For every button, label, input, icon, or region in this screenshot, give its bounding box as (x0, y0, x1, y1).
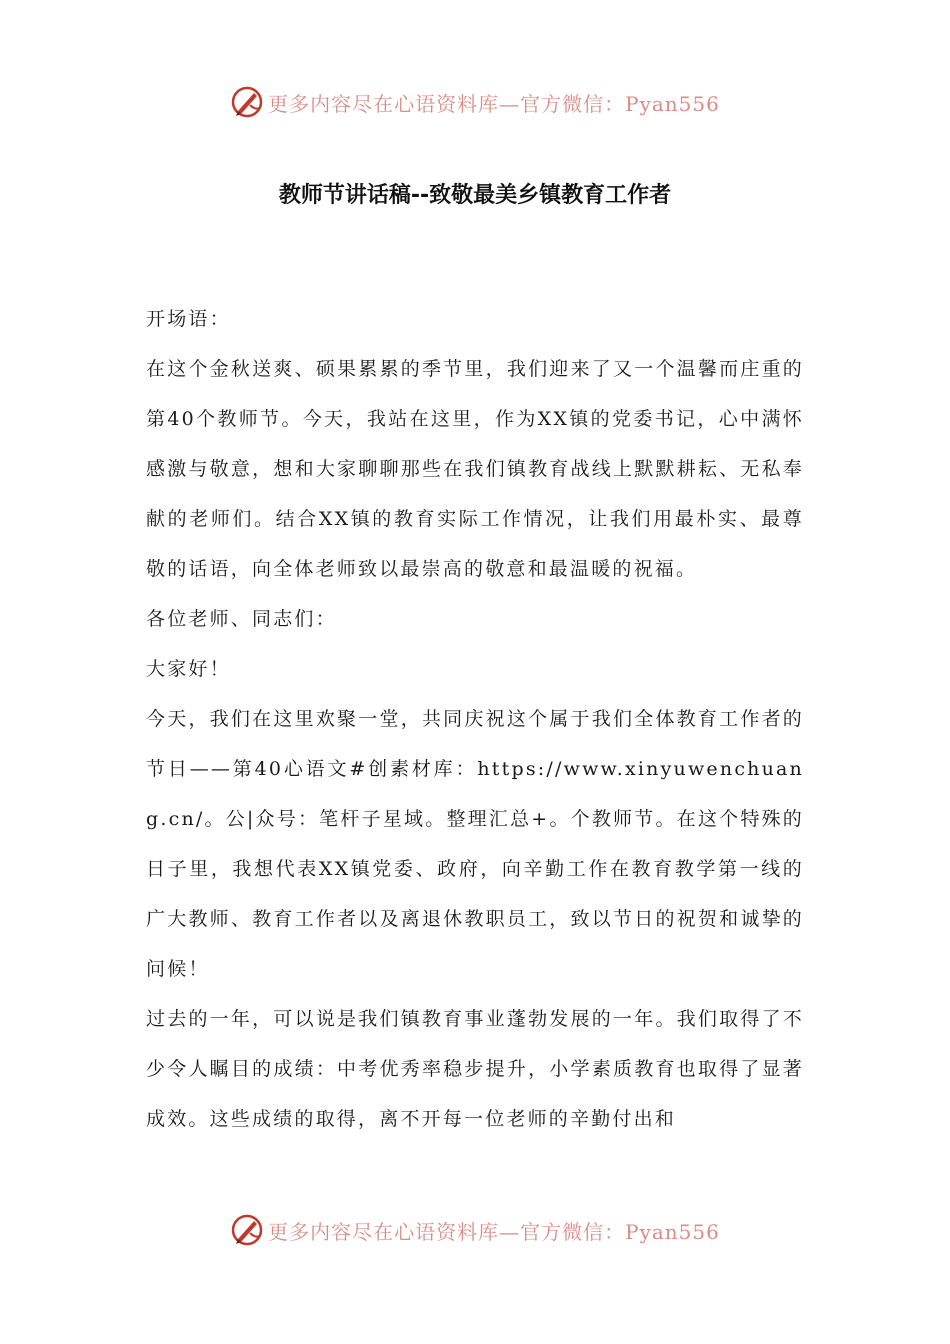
paragraph: 开场语： (146, 308, 231, 330)
paragraph: 大家好！ (146, 658, 231, 680)
document-title: 教师节讲话稿--致敬最美乡镇教育工作者 (278, 183, 672, 208)
document-body (146, 294, 804, 1144)
pen-circle-logo-icon (230, 85, 264, 119)
footer-banner (0, 1208, 950, 1252)
paragraph: 今天，我们在这里欢聚一堂，共同庆祝这个属于我们全体教育工作者的节日——第40心语文#创素材库：https://www.xinyuwenchuang.cn/。公|众号：笔杆子星域。整理汇总+。个教师节。在这个特殊的日子里，我想代表XX镇党委、政府，向辛勤工作在教育教学第一线的广大教师、教育工作者以及离退休教职员工，致以节日的祝贺和诚挚的问候！ (146, 708, 804, 980)
pen-circle-logo-icon (230, 1213, 264, 1247)
header-banner (0, 80, 950, 124)
footer-banner-text: 更多内容尽在心语资料库—官方微信：Pyan556 (268, 1219, 720, 1244)
paragraph: 过去的一年，可以说是我们镇教育事业蓬勃发展的一年。我们取得了不少令人瞩目的成绩：中考优秀率稳步提升，小学素质教育也取得了显著成效。这些成绩的取得，离不开每一位老师的辛勤付出和 (146, 1008, 804, 1130)
header-banner-text: 更多内容尽在心语资料库—官方微信：Pyan556 (268, 91, 720, 116)
paragraph: 各位老师、同志们： (146, 608, 337, 630)
paragraph: 在这个金秋送爽、硕果累累的季节里，我们迎来了又一个温馨而庄重的第40个教师节。今天，我站在这里，作为XX镇的党委书记，心中满怀感激与敬意，想和大家聊聊那些在我们镇教育战线上默默耕耘、无私奉献的老师们。结合XX镇的教育实际工作情况，让我们用最朴实、最尊敬的话语，向全体老师致以最崇高的敬意和最温暖的祝福。 (146, 358, 804, 580)
